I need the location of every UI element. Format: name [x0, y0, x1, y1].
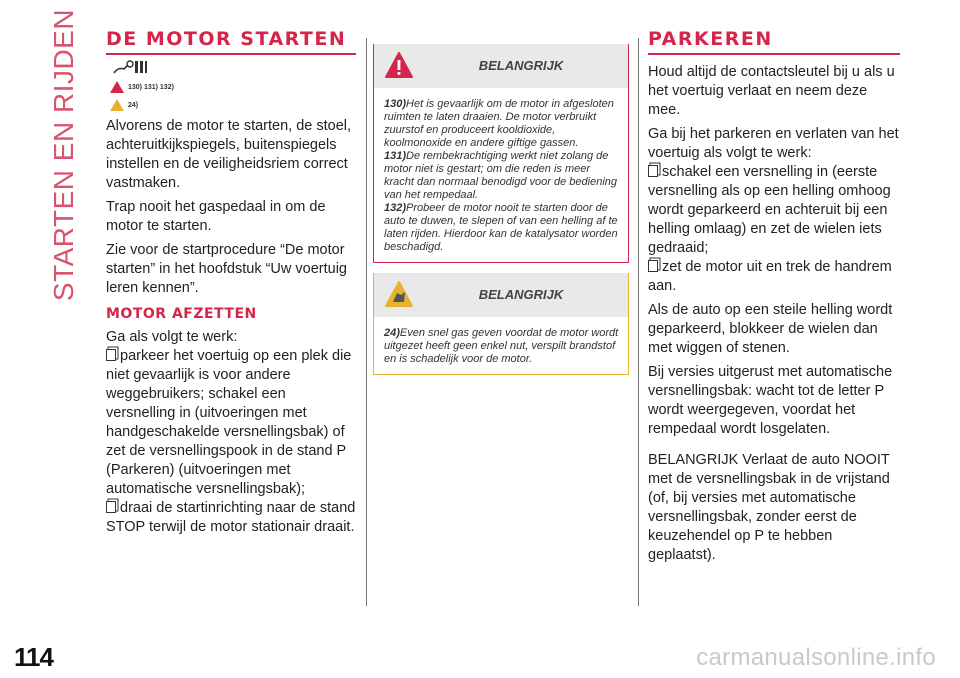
warning-box	[373, 44, 629, 263]
ignition-key-icon	[112, 57, 148, 77]
column-warnings	[373, 44, 629, 375]
caution-box-title: BELANGRIJK	[478, 287, 564, 302]
column-starting	[106, 28, 356, 542]
section-heading: DE MOTOR STARTEN	[106, 28, 356, 55]
paragraph: Alvorens de motor te starten, de stoel, achteruitkijkspiegels, buitenspiegels instellen en de veiligheidsriem correct vastmaken.	[106, 118, 352, 191]
paragraph: Ga bij het parkeren en verlaten van het voertuig als volgt te werk:	[648, 126, 899, 161]
caution-references: 24)	[110, 99, 356, 111]
checkbox-bullet-icon	[106, 501, 116, 513]
page-number: 114	[14, 642, 53, 672]
warning-item: 130)Het is gevaarlijk om de motor in afgesloten ruimten te laten draaien. De motor verbruikt zuurstof en produceert kooldioxide, koolmonoxide en andere giftige gassen.	[384, 98, 614, 149]
checkbox-bullet-icon	[106, 349, 116, 361]
list-item: schakel een versnelling in (eerste versnelling als op een helling omhoog wordt geparkeerd en achteruit bij een helling omlaag) en zet de wielen iets gedraaid;	[648, 164, 891, 256]
paragraph: Houd altijd de contactsleutel bij u als u het voertuig verlaat en neem deze mee.	[648, 64, 895, 118]
section-heading: PARKEREN	[648, 28, 900, 55]
column-divider	[366, 38, 367, 606]
warning-item: 132)Probeer de motor nooit te starten door de auto te duwen, te slepen of van een helling af te laten rijden. Hierdoor kan de katalysator worden beschadigd.	[384, 202, 618, 253]
subsection-heading: MOTOR AFZETTEN	[106, 306, 257, 322]
caution-item: 24)Even snel gas geven voordat de motor wordt uitgezet heeft geen enkel nut, verspilt brandstof en is schadelijk voor de motor.	[384, 327, 619, 365]
paragraph: Zie voor de startprocedure “De motor starten” in het hoofdstuk “Uw voertuig leren kennen”.	[106, 242, 347, 296]
caution-box-body	[374, 317, 628, 374]
warning-box-title: BELANGRIJK	[478, 58, 564, 73]
paragraph: Bij versies uitgerust met automatische versnellingsbak: wacht tot de letter P wordt weergegeven, voordat het rempedaal wordt losgelaten.	[648, 364, 893, 437]
paragraph: Trap nooit het gaspedaal in om de motor te starten.	[106, 199, 326, 234]
section-side-tab: STARTEN EN RIJDEN	[48, 8, 79, 302]
column-divider	[638, 38, 639, 606]
warning-box-body	[374, 88, 628, 262]
caution-box	[373, 273, 629, 375]
checkbox-bullet-icon	[648, 260, 658, 272]
caution-triangle-icon	[110, 99, 124, 111]
column-parking	[648, 28, 900, 570]
paragraph: Ga als volgt te werk:	[106, 329, 238, 345]
list-item: zet de motor uit en trek de handrem aan.	[648, 259, 892, 294]
warning-box-header	[374, 44, 628, 88]
warning-references: 130) 131) 132)	[110, 81, 356, 93]
warning-item: 131)De rembekrachtiging werkt niet zolang de motor niet is gestart; om die reden is meer kracht dan normaal benodigd voor de bediening van het rempedaal.	[384, 150, 617, 201]
paragraph: Als de auto op een steile helling wordt geparkeerd, blokkeer de wielen dan met wiggen of stenen.	[648, 302, 893, 356]
paragraph: BELANGRIJK Verlaat de auto NOOIT met de versnellingsbak in de vrijstand (of, bij versies met automatische versnellingsbak, zonder eerst de keuzehendel op P te hebben geplaatst).	[648, 452, 890, 563]
list-item: draai de startinrichting naar de stand STOP terwijl de motor stationair draait.	[106, 500, 356, 535]
list-item: parkeer het voertuig op een plek die niet gevaarlijk is voor andere weggebruikers; schakel een versnelling in (uitvoeringen met handgeschakelde versnellingsbak) of zet de versnellingspook in de stand P (Parkeren) (uitvoeringen met automatische versnellingsbak);	[106, 348, 352, 497]
caution-box-header	[374, 273, 628, 317]
warning-triangle-icon	[110, 81, 124, 93]
checkbox-bullet-icon	[648, 165, 658, 177]
watermark: carmanualsonline.info	[696, 644, 936, 671]
